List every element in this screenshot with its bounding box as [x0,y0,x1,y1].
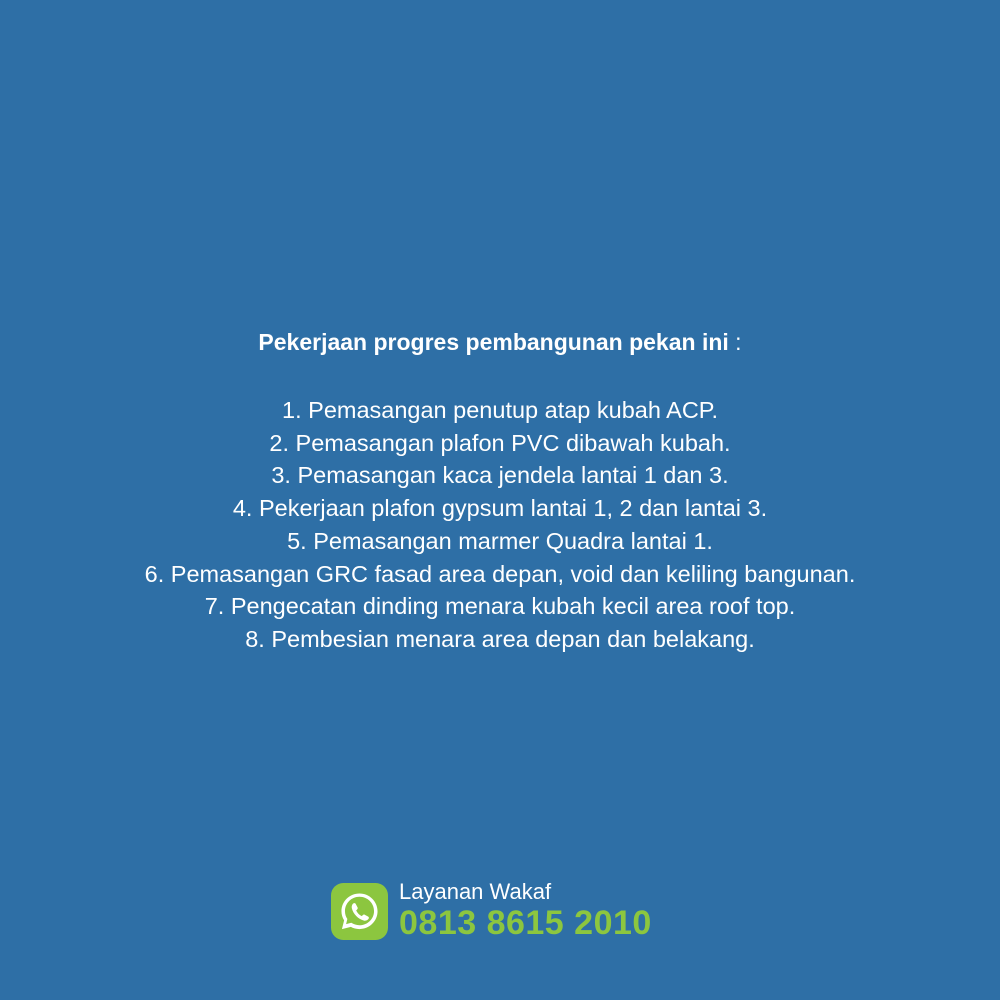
heading-title: Pekerjaan progres pembangunan pekan ini [258,329,729,355]
work-item: 7. Pengecatan dinding menara kubah kecil area roof top. [204,593,796,620]
whatsapp-icon [331,883,388,940]
work-item: 1. Pemasangan penutup atap kubah ACP. [282,397,718,423]
work-item: 6. Pemasangan GRC fasad area depan, void dan keliling bangunan. [144,560,856,587]
phone-number[interactable]: 0813 8615 2010 [399,904,652,942]
work-item: 4. Pekerjaan plafon gypsum lantai 1, 2 dan lantai 3. [232,495,768,522]
work-item: 8. Pembesian menara area depan dan belakang. [245,625,755,652]
heading-colon: : [735,329,742,355]
heading [0,328,1000,356]
work-item: 3. Pemasangan kaca jendela lantai 1 dan 3. [271,462,729,489]
contact-text [399,880,652,942]
contact-label: Layanan Wakaf [399,879,552,904]
work-item: 2. Pemasangan plafon PVC dibawah kubah. [269,429,731,456]
work-list [0,394,1000,656]
progress-announcement [0,328,1000,656]
work-item: 5. Pemasangan marmer Quadra lantai 1. [287,527,713,554]
contact-footer [331,880,652,942]
